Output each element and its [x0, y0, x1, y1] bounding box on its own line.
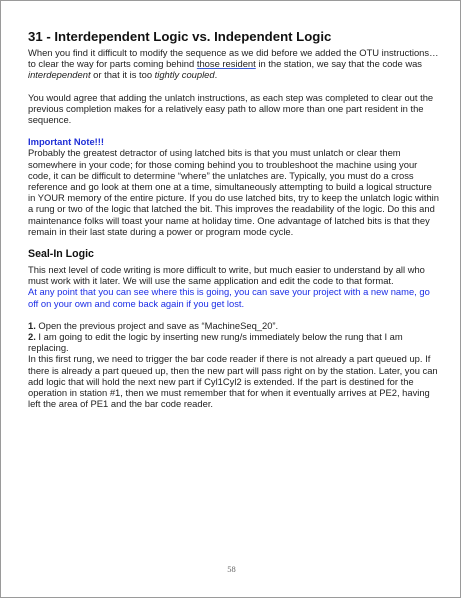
para1-italic-interdependent: interdependent [28, 69, 91, 81]
para1-text-middle: in the station, we say that the code was [255, 58, 422, 70]
important-note-label: Important Note!!! [28, 136, 105, 148]
seal-in-heading: Seal-In Logic [28, 248, 94, 261]
spacer [28, 309, 440, 320]
seal-in-paragraph: This next level of code writing is more difficult to write, but much easier to understand by all who must work with it later. We will use the same application and edit the code to that format. [28, 264, 425, 287]
spacer [28, 125, 440, 136]
step-1 [28, 320, 440, 331]
spacer [28, 81, 440, 92]
step-2-continuation: In this first rung, we need to trigger the bar code reader if there is not already a part queued up. If there is already a part queued up, then the new part will pass right on by the station. Later, you can add logic that will hold the next new part if Cyl1Cyl2 is extended. If the part is destined for the operation in station #1, then we must remember that for when it eventually arrives at PE2, having left the area of PE1 and the bar code reader. [28, 353, 438, 410]
section-heading: 31 - Interdependent Logic vs. Independent Logic [28, 29, 332, 44]
para1-text-start: When you find it difficult to modify the sequence as we did before we added the OTU instructions…to clear the way for parts coming behind [28, 47, 439, 70]
para1-text-end: . [214, 69, 218, 81]
para1-italic-tightly-coupled: tightly coupled [154, 69, 215, 81]
paragraph-interdependent [28, 47, 440, 81]
spacer [28, 237, 440, 248]
seal-in-blue-paragraph: At any point that you can see where this is going, you can save your project with a new name, go off on your own and come back again if you get lost. [28, 286, 430, 309]
para1-underlined-text: those resident [196, 58, 256, 70]
step-2 [28, 331, 440, 353]
important-note-body: Probably the greatest detractor of using latched bits is that you must unlatch or clear them somewhere in your code; for those coming behind you to troubleshoot the machine using your code, it can be difficult to determine “where” the unlatches are. Typically, you must do a cross reference and go look at them one at a time, simultaneously attempting to build a logical structure in YOUR memory of the entire picture. If you do use latched bits, try to keep the unlatch logic within a rung or two of the logic that latched the bit. This improves the readability of the logic. Do this and maintenance folks will toast your name at holiday time. One advantage of latched bits is that they remain in their last state during a power or program mode cycle. [28, 147, 439, 237]
page-number: 58 [227, 564, 236, 574]
page-content [28, 29, 440, 409]
paragraph-unlatch: You would agree that adding the unlatch instructions, as each step was completed to clear out the previous completion makes for a relatively easy path to allow more than one part resident in the sequence. [28, 91, 434, 126]
step-1-number: 1. [28, 319, 36, 331]
step-2-number: 2. [28, 331, 36, 343]
step-1-text: Open the previous project and save as “MachineSeq_20”. [35, 319, 279, 331]
para1-text-middle2: or that it is too [90, 69, 155, 81]
step-2-text: I am going to edit the logic by inserting new rung/s immediately below the rung that I am replacing. [28, 331, 403, 354]
